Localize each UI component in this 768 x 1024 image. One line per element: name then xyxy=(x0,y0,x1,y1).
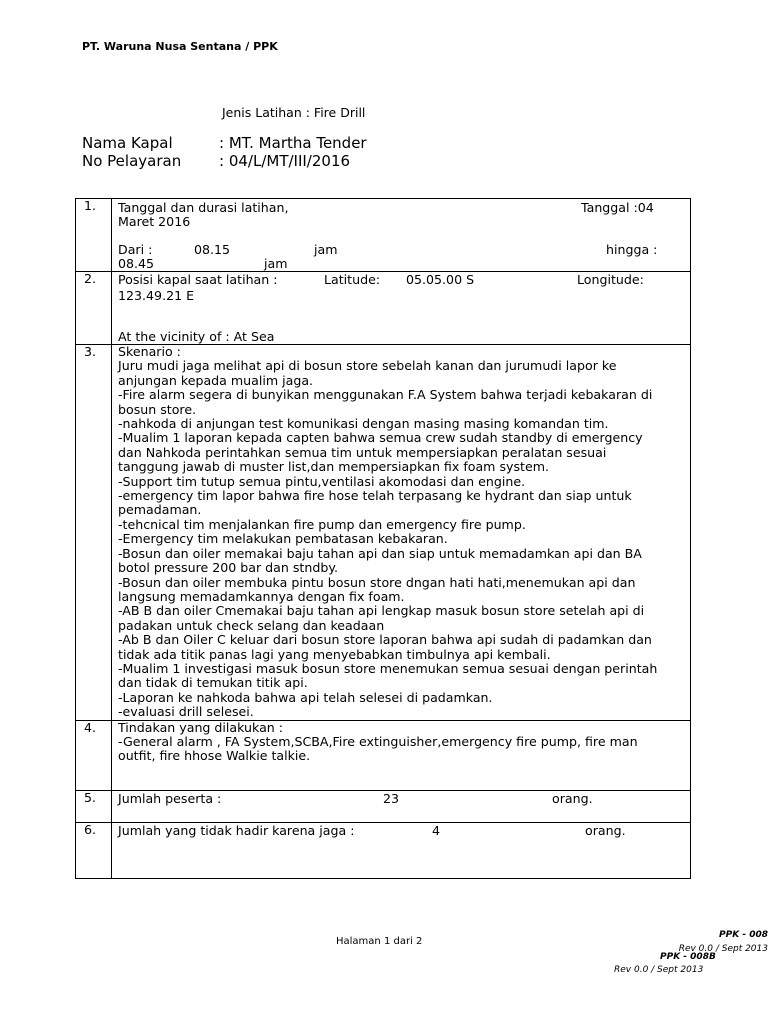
from-label: Dari : xyxy=(118,242,153,257)
document-code-secondary: PPK - 008B xyxy=(660,952,716,962)
position-label: Posisi kapal saat latihan : xyxy=(118,272,278,287)
absent-count: 4 xyxy=(432,822,441,838)
text-line: tanggung jawab di muster list,dan mempersiapkan fix foam system. xyxy=(118,459,549,475)
row-number: 2. xyxy=(76,272,112,345)
text-line: Skenario : xyxy=(118,344,181,359)
text-line: Tindakan yang dilakukan : xyxy=(118,719,284,735)
row-number: 3. xyxy=(76,345,112,721)
revision-text: Rev 0.0 / Sept 2013 xyxy=(678,944,768,954)
longitude-value: 123.49.21 E xyxy=(118,288,195,303)
row-content-absent xyxy=(112,822,691,878)
text-line: bosun store. xyxy=(118,401,197,417)
text-line: -General alarm , FA System,SCBA,Fire extinguisher,emergency fire pump, fire man xyxy=(118,733,638,749)
duration-label: Tanggal dan durasi latihan, xyxy=(118,200,289,215)
text-line: anjungan kepada mualim jaga. xyxy=(118,372,314,388)
longitude-label: Longitude: xyxy=(577,272,644,287)
text-line: -Emergency tim melakukan pembatasan kebakaran. xyxy=(118,531,448,547)
until-unit: jam xyxy=(264,256,288,271)
text-line: outfit, fire hhose Walkie talkie. xyxy=(118,748,311,764)
document-code: PPK - 008 xyxy=(719,930,768,940)
text-line: tidak ada titik panas lagi yang menyebabkan timbulnya api kembali. xyxy=(118,646,551,662)
row-content-position xyxy=(112,272,691,345)
table-row xyxy=(76,345,691,721)
row-number: 1. xyxy=(76,199,112,272)
ship-name-value: : MT. Martha Tender xyxy=(219,134,367,152)
voyage-number-label: No Pelayaran xyxy=(82,152,182,170)
participants-unit: orang. xyxy=(552,790,593,806)
row-content-duration xyxy=(112,199,691,272)
text-line: -Bosun dan oiler memakai baju tahan api dan siap untuk memadamkan api dan BA xyxy=(118,545,642,561)
until-label: hingga : xyxy=(606,242,658,257)
text-line: -Laporan ke nahkoda bahwa api telah selesei di padamkan. xyxy=(118,689,493,705)
latitude-label: Latitude: xyxy=(324,272,381,287)
text-line: -Bosun dan oiler membuka pintu bosun store dngan hati hati,menemukan api dan xyxy=(118,574,636,590)
company-name: PT. Waruna Nusa Sentana / PPK xyxy=(82,40,278,53)
voyage-number-value: : 04/L/MT/III/2016 xyxy=(219,152,351,170)
text-line: botol pressure 200 bar dan stndby. xyxy=(118,560,339,576)
text-line: dan Nahkoda perintahkan semua tim untuk mempersiapkan peralatan sesuai xyxy=(118,444,607,460)
text-line: -emergency tim lapor bahwa fire hose telah terpasang ke hydrant dan siap untuk xyxy=(118,488,632,504)
text-line: langsung memadamkannya dengan fix foam. xyxy=(118,588,405,604)
drill-type: Jenis Latihan : Fire Drill xyxy=(222,105,366,120)
text-line: -AB B dan oiler Cmemakai baju tahan api lengkap masuk bosun store setelah api di xyxy=(118,603,645,619)
date-value: Maret 2016 xyxy=(118,214,191,229)
latitude-value: 05.05.00 S xyxy=(406,272,475,287)
text-line: dan tidak di temukan titik api. xyxy=(118,675,308,691)
vicinity-text: At the vicinity of : At Sea xyxy=(118,329,275,344)
text-line: -Support tim tutup semua pintu,ventilasi akomodasi dan engine. xyxy=(118,473,526,489)
text-line: -Fire alarm segera di bunyikan menggunakan F.A System bahwa terjadi kebakaran di xyxy=(118,387,653,403)
page-number: Halaman 1 dari 2 xyxy=(336,936,423,947)
absent-label: Jumlah yang tidak hadir karena jaga : xyxy=(118,822,355,838)
row-number: 5. xyxy=(76,790,112,822)
until-time: 08.45 xyxy=(118,256,155,271)
text-line: -evaluasi drill selesei. xyxy=(118,704,254,720)
actions-text xyxy=(118,721,684,764)
table-row xyxy=(76,272,691,345)
text-line: -nahkoda di anjungan test komunikasi dengan masing masing komandan tim. xyxy=(118,416,609,432)
participants-label: Jumlah peserta : xyxy=(118,790,222,806)
absent-unit: orang. xyxy=(585,822,626,838)
table-row xyxy=(76,822,691,878)
text-line: -Mualim 1 investigasi masuk bosun store menemukan semua sesuai dengan perintah xyxy=(118,660,658,676)
table-row xyxy=(76,199,691,272)
scenario-text xyxy=(118,345,684,720)
text-line: Juru mudi jaga melihat api di bosun store sebelah kanan dan jurumudi lapor ke xyxy=(118,358,617,374)
from-unit: jam xyxy=(314,242,338,257)
from-time: 08.15 xyxy=(194,242,231,257)
date-label: Tanggal :04 xyxy=(581,200,654,215)
drill-report-table xyxy=(75,198,691,879)
table-row xyxy=(76,720,691,790)
row-content-scenario xyxy=(112,345,691,721)
text-line: -Ab B dan Oiler C keluar dari bosun store laporan bahwa api sudah di padamkan dan xyxy=(118,632,652,648)
row-content-actions xyxy=(112,720,691,790)
row-number: 6. xyxy=(76,822,112,878)
table-row xyxy=(76,790,691,822)
ship-name-label: Nama Kapal xyxy=(82,134,173,152)
revision-text-secondary: Rev 0.0 / Sept 2013 xyxy=(614,965,704,975)
text-line: pemadaman. xyxy=(118,502,202,518)
text-line: -tehcnical tim menjalankan fire pump dan emergency fire pump. xyxy=(118,516,526,532)
row-number: 4. xyxy=(76,720,112,790)
text-line: padakan untuk check selang dan keadaan xyxy=(118,617,385,633)
row-content-participants xyxy=(112,790,691,822)
text-line: -Mualim 1 laporan kepada capten bahwa semua crew sudah standby di emergency xyxy=(118,430,643,446)
participants-count: 23 xyxy=(383,790,400,806)
